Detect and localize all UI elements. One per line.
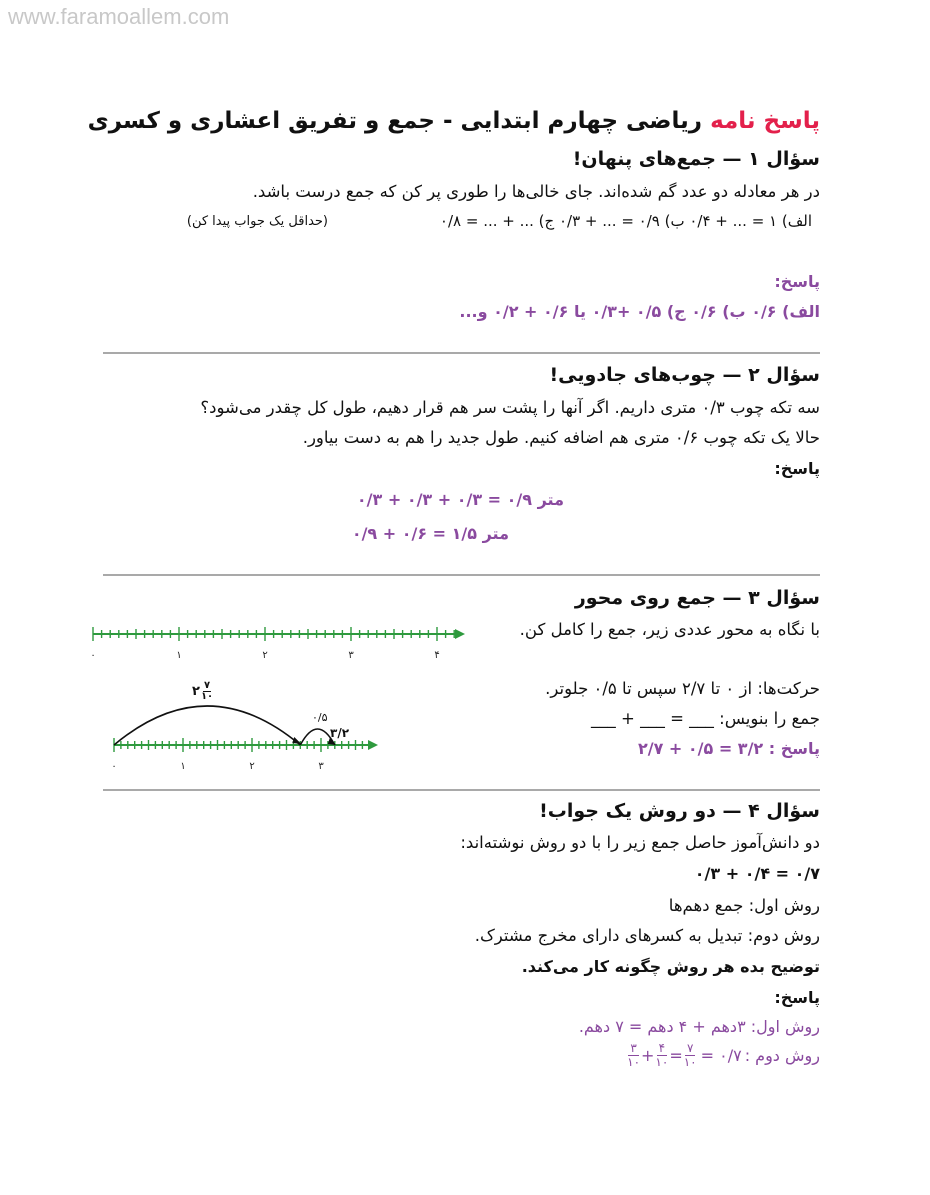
q2-line1: سه تکه چوب ۰/۳ متری داریم. اگر آنها را پشت سر هم قرار دهیم، طول کل چقدر می‌شود؟ xyxy=(200,398,820,417)
fraction-sum: $\frac{۳}{۱۰}$ + $\frac{۴}{۱۰}$ = $\frac{۷}{۱۰}$ = ۰/۷ xyxy=(627,1041,742,1069)
q4-answer-2-prefix: روش دوم : xyxy=(744,1046,820,1065)
q4-line1: دو دانش‌آموز حاصل جمع زیر را با دو روش نوشته‌اند: xyxy=(460,833,820,852)
title-rest: ریاضی چهارم ابتدایی - جمع و تفریق اعشاری و کسری xyxy=(87,108,711,134)
fraction-3-den: ۱۰ xyxy=(683,1055,697,1069)
q3-write: جمع را بنویس: ___ = ___ + ___ xyxy=(591,709,820,728)
q3-moves: حرکت‌ها: از ۰ تا ۲/۷ سپس تا ۰/۵ جلوتر. xyxy=(545,679,820,698)
arc-label-whole: ۲ xyxy=(192,684,200,699)
tick-label: ۱ xyxy=(176,650,182,661)
q2-answer-label: پاسخ: xyxy=(774,459,820,478)
fraction-2-den: ۱۰ xyxy=(655,1055,669,1069)
tick-label: ۳ xyxy=(348,650,354,661)
tick-label: ۴ xyxy=(434,650,440,661)
q3-title: سؤال ۳ — جمع روی محور xyxy=(574,587,820,609)
q1-title: سؤال ۱ — جمع‌های پنهان! xyxy=(572,148,820,170)
q1-answer: الف) ۰/۶ ب) ۰/۶ ج) ۰/۵ +۰/۳ یا ۰/۶ + ۰/۲ و... xyxy=(459,302,820,321)
separator xyxy=(103,352,820,354)
tick-label: ۳ xyxy=(318,761,324,772)
q3-line1: با نگاه به محور عددی زیر، جمع را کامل کن. xyxy=(519,620,820,639)
jump-label: ۰/۵ xyxy=(312,711,328,724)
number-line-1 xyxy=(85,622,485,662)
jump-arrowhead-1 xyxy=(292,737,301,744)
tick-label: ۰ xyxy=(111,761,117,772)
q4-title: سؤال ۴ — دو روش یک جواب! xyxy=(539,800,820,822)
q2-title: سؤال ۲ — چوب‌های جادویی! xyxy=(549,364,820,386)
separator xyxy=(103,789,820,791)
tick-label: ۲ xyxy=(249,761,255,772)
q4-answer-2-result: = ۰/۷ xyxy=(700,1046,742,1065)
end-label: ۳/۲ xyxy=(330,726,350,740)
tick-label: ۱ xyxy=(180,761,186,772)
q4-answer-label: پاسخ: xyxy=(774,988,820,1007)
q4-answer-2 xyxy=(626,1042,820,1069)
page-title xyxy=(88,108,820,134)
separator xyxy=(103,574,820,576)
arc-label xyxy=(192,681,213,702)
fraction-1-den: ۱۰ xyxy=(627,1055,641,1069)
q1-items: الف) ۱ = ... + ۰/۴ ب) ۰/۹ = ... + ۰/۳ ج) ... + ... = ۰/۸ xyxy=(439,212,812,230)
q1-note: (حداقل یک جواب پیدا کن) xyxy=(186,214,328,229)
q2-answer-2: متر ۱/۵ = ۰/۶ + ۰/۹ xyxy=(351,524,509,543)
title-highlight: پاسخ نامه xyxy=(710,108,820,134)
arc-label-den: ۱۰ xyxy=(200,691,214,702)
q4-answer-1: روش اول: ۳دهم + ۴ دهم = ۷ دهم. xyxy=(578,1017,820,1036)
tick-label: ۰ xyxy=(90,650,96,661)
q4-explain: توضیح بده هر روش چگونه کار می‌کند. xyxy=(521,957,820,976)
tick-label: ۲ xyxy=(262,650,268,661)
q2-answer-1: متر ۰/۹ = ۰/۳ + ۰/۳ + ۰/۳ xyxy=(356,490,564,509)
fraction-1-num: ۳ xyxy=(630,1041,637,1055)
q4-equation: ۰/۷ = ۰/۴ + ۰/۳ xyxy=(694,864,820,883)
axis-arrowhead xyxy=(455,629,465,639)
q4-method1: روش اول: جمع دهم‌ها xyxy=(668,896,820,915)
watermark: www.faramoallem.com xyxy=(8,4,230,29)
q2-line2: حالا یک تکه چوب ۰/۶ متری هم اضافه کنیم. طول جدید را هم به دست بیاور. xyxy=(302,428,820,447)
q4-method2: روش دوم: تبدیل به کسرهای دارای مخرج مشترک. xyxy=(474,926,820,945)
fraction-3-num: ۷ xyxy=(686,1041,694,1055)
q1-text: در هر معادله دو عدد گم شده‌اند. جای خالی‌ها را طوری پر کن که جمع درست باشد. xyxy=(252,182,820,201)
arc-label-num: ۷ xyxy=(203,680,211,691)
q1-answer-label: پاسخ: xyxy=(774,272,820,291)
q3-answer: پاسخ : ۳/۲ = ۰/۵ + ۲/۷ xyxy=(637,739,820,758)
fraction-2-num: ۴ xyxy=(658,1041,666,1055)
jump-arc-1 xyxy=(114,706,300,745)
